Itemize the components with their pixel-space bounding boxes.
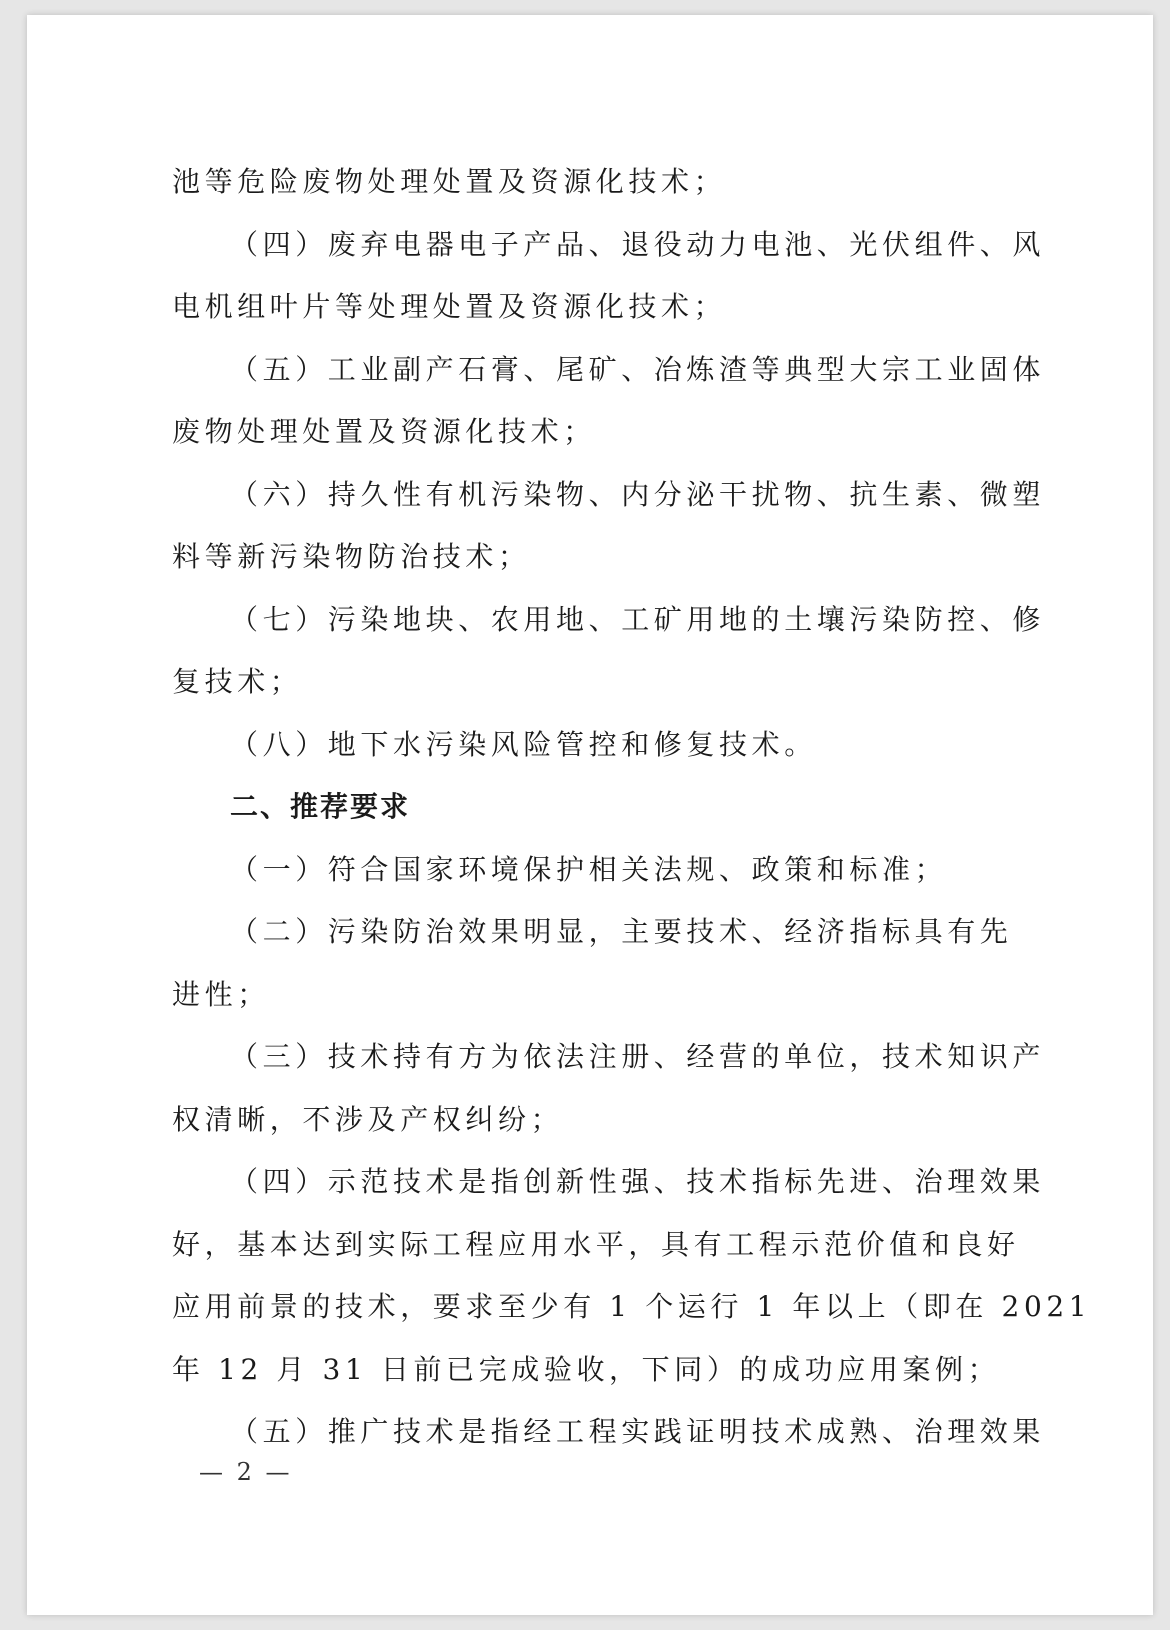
text-line: 进性； — [172, 977, 270, 1011]
text-line: （六）持久性有机污染物、内分泌干扰物、抗生素、微塑 — [230, 477, 1046, 511]
text-line: （四）示范技术是指创新性强、技术指标先进、治理效果 — [230, 1165, 1046, 1198]
text-line: 料等新污染物防治技术； — [172, 540, 531, 573]
text-line: 复技术； — [172, 665, 303, 698]
section-heading: 二、推荐要求 — [230, 790, 411, 823]
text-line: 废物处理处置及资源化技术； — [172, 415, 596, 448]
text-line: （七）污染地块、农用地、工矿用地的土壤污染防控、修 — [230, 602, 1046, 636]
document-body — [172, 151, 1092, 1464]
text-line: （五）工业副产石膏、尾矿、冶炼渣等典型大宗工业固体 — [230, 352, 1046, 386]
text-line: 权清晰，不涉及产权纠纷； — [172, 1102, 564, 1136]
text-line: 好，基本达到实际工程应用水平，具有工程示范价值和良好 — [172, 1227, 1020, 1261]
text-line: （四）废弃电器电子产品、退役动力电池、光伏组件、风 — [230, 227, 1046, 261]
text-line: 池等危险废物处理处置及资源化技术； — [172, 165, 727, 198]
text-line: 应用前景的技术，要求至少有 1 个运行 1 年以上（即在 2021 — [172, 1290, 1092, 1323]
text-line: 年 12 月 31 日前已完成验收，下同）的成功应用案例； — [172, 1352, 1001, 1386]
page-number: — 2 — — [199, 1458, 293, 1486]
text-line: （二）污染防治效果明显，主要技术、经济指标具有先 — [230, 915, 1013, 948]
document-page — [27, 15, 1153, 1615]
text-line: （三）技术持有方为依法注册、经营的单位，技术知识产 — [230, 1040, 1046, 1073]
text-line: （八）地下水污染风险管控和修复技术。 — [230, 727, 817, 761]
text-line: 电机组叶片等处理处置及资源化技术； — [172, 290, 727, 323]
text-line: （一）符合国家环境保护相关法规、政策和标准； — [230, 852, 948, 886]
text-line: （五）推广技术是指经工程实践证明技术成熟、治理效果 — [230, 1415, 1046, 1448]
